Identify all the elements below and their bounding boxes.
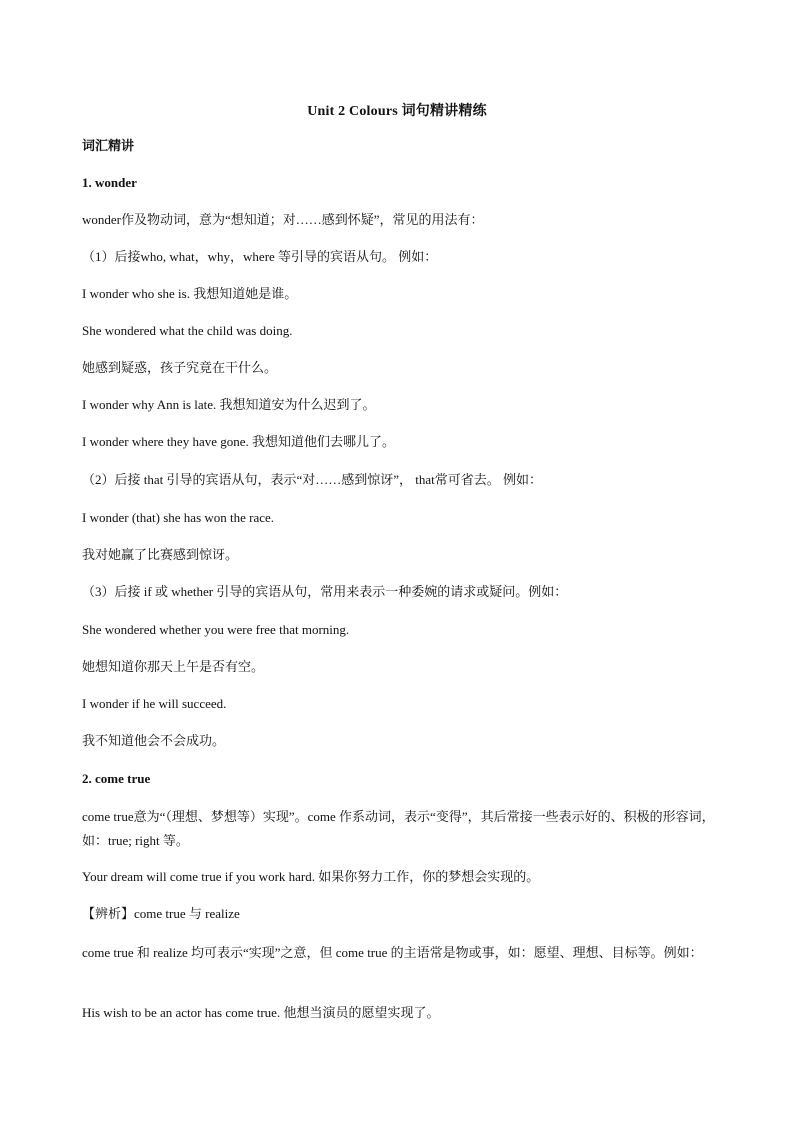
wonder-usage-3-example: 她想知道你那天上午是否有空。 bbox=[82, 659, 265, 674]
document-title: Unit 2 Colours 词句精讲精练 bbox=[307, 104, 487, 119]
come-true-intro: come true意为“（理想、梦想等）实现”。come 作系动词，表示“变得”，其后常接一些表示好的、积极的形容词，如：true; right 等。 bbox=[82, 809, 715, 848]
wonder-usage-1-rule: （1）后接who, what，why，where 等引导的宾语从句。 例如： bbox=[82, 249, 438, 264]
wonder-usage-3-example: She wondered whether you were free that morning. bbox=[82, 622, 350, 637]
wonder-usage-1-example: I wonder who she is. 我想知道她是谁。 bbox=[82, 286, 298, 301]
comparison-text: come true 和 realize 均可表示“实现”之意，但 come true 的主语常是物或事，如：愿望、理想、目标等。例如： bbox=[82, 945, 703, 960]
wonder-usage-1-example: 她感到疑惑，孩子究竟在干什么。 bbox=[82, 360, 278, 375]
wonder-usage-3-example: 我不知道他会不会成功。 bbox=[82, 733, 226, 748]
wonder-usage-2-rule: （2）后接 that 引导的宾语从句，表示“对……感到惊讶”， that常可省去。 例如： bbox=[82, 472, 543, 487]
wonder-usage-1-example: I wonder why Ann is late. 我想知道安为什么迟到了。 bbox=[82, 397, 376, 412]
wonder-intro: wonder作及物动词，意为“想知道；对……感到怀疑”，常见的用法有： bbox=[82, 212, 484, 227]
wonder-usage-2-example: I wonder (that) she has won the race. bbox=[82, 510, 275, 525]
entry-heading-wonder: 1. wonder bbox=[82, 175, 137, 190]
wonder-usage-3-example: I wonder if he will succeed. bbox=[82, 696, 227, 711]
entry-heading-come-true: 2. come true bbox=[82, 771, 151, 786]
wonder-usage-3-rule: （3）后接 if 或 whether 引导的宾语从句，常用来表示一种委婉的请求或疑问。例如： bbox=[82, 584, 568, 599]
comparison-heading: 【辨析】come true 与 realize bbox=[82, 906, 240, 921]
wonder-usage-2-example: 我对她赢了比赛感到惊讶。 bbox=[82, 547, 239, 562]
wonder-usage-1-example: I wonder where they have gone. 我想知道他们去哪儿了。 bbox=[82, 434, 396, 449]
come-true-example: Your dream will come true if you work hard. 如果你努力工作，你的梦想会实现的。 bbox=[82, 869, 540, 884]
section-heading: 词汇精讲 bbox=[82, 138, 135, 153]
wonder-usage-1-example: She wondered what the child was doing. bbox=[82, 323, 293, 338]
comparison-example: His wish to be an actor has come true. 他想当演员的愿望实现了。 bbox=[82, 1005, 440, 1020]
